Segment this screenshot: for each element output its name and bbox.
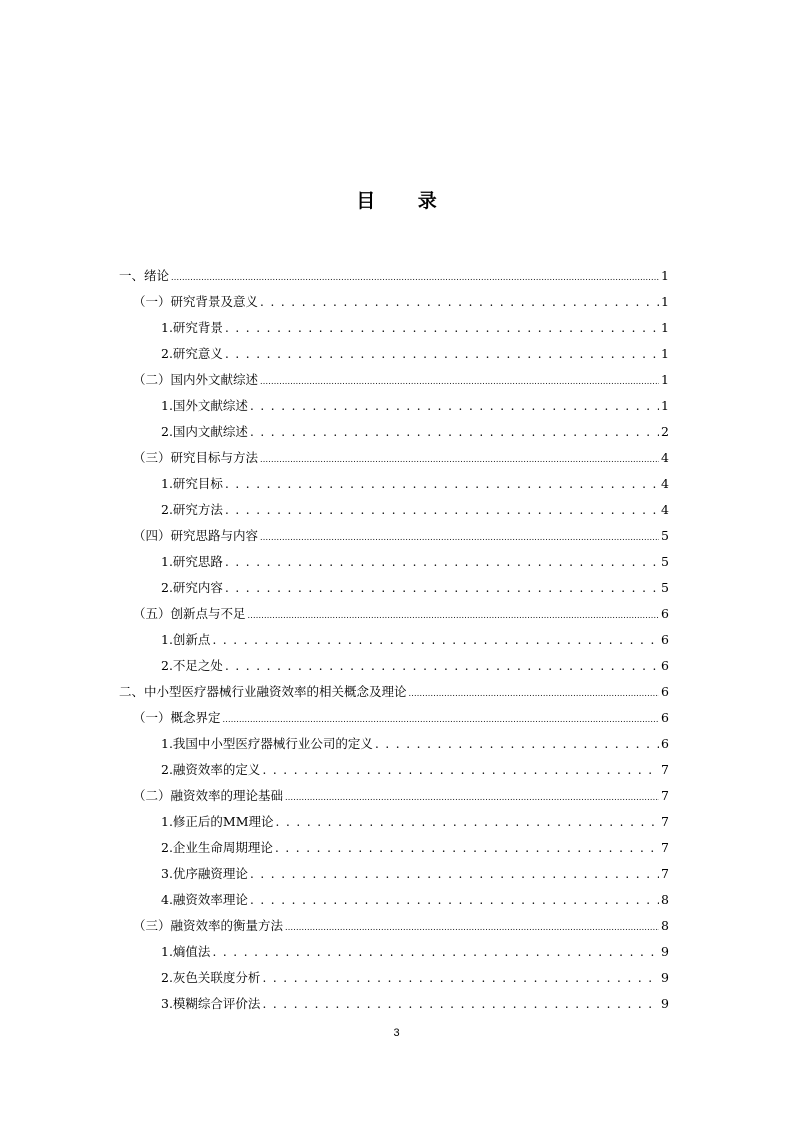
toc-entry-label: 1.研究目标 xyxy=(161,476,223,491)
dot-leader xyxy=(225,578,659,598)
toc-entry-label: （一）概念界定 xyxy=(133,710,221,725)
toc-entry-label: （三）融资效率的衡量方法 xyxy=(133,918,284,933)
toc-entry-label: 2.灰色关联度分析 xyxy=(161,970,261,985)
toc-entry[interactable] xyxy=(161,396,669,416)
toc-entry-page: 6 xyxy=(661,710,669,725)
toc-entry[interactable] xyxy=(133,786,669,806)
dot-leader xyxy=(225,318,659,338)
dot-leader xyxy=(250,890,659,910)
toc-entry-label: 1.研究思路 xyxy=(161,554,223,569)
dot-leader xyxy=(171,266,659,288)
toc-entry-page: 1 xyxy=(661,268,669,283)
toc-entry-page: 9 xyxy=(661,970,669,985)
toc-entry[interactable] xyxy=(161,942,669,962)
dot-leader xyxy=(260,370,659,392)
toc-entry[interactable] xyxy=(119,682,669,702)
dot-leader xyxy=(248,604,660,626)
toc-entry-label: （一）研究背景及意义 xyxy=(133,294,259,309)
dot-leader xyxy=(275,838,659,858)
page-title: 目 录 xyxy=(356,190,455,212)
toc-entry-label: 2.研究内容 xyxy=(161,580,223,595)
toc-entry[interactable] xyxy=(119,266,669,286)
toc-entry[interactable] xyxy=(133,604,669,624)
toc-entry[interactable] xyxy=(161,422,669,442)
dot-leader xyxy=(375,734,659,754)
toc-entry-page: 7 xyxy=(661,814,669,829)
dot-leader xyxy=(260,448,659,470)
toc-entry[interactable] xyxy=(133,292,669,312)
toc-entry-page: 9 xyxy=(661,996,669,1011)
dot-leader xyxy=(250,422,659,442)
toc-entry-label: 2.国内文献综述 xyxy=(161,424,248,439)
toc-entry-page: 8 xyxy=(661,892,669,907)
dot-leader xyxy=(285,786,659,808)
dot-leader xyxy=(225,500,659,520)
toc-entry-page: 7 xyxy=(661,840,669,855)
dot-leader xyxy=(260,292,659,312)
toc-entry-label: 1.我国中小型医疗器械行业公司的定义 xyxy=(161,736,373,751)
page-number: 3 xyxy=(393,1027,400,1039)
toc-entry-label: 1.创新点 xyxy=(161,632,211,647)
toc-entry-page: 5 xyxy=(661,554,669,569)
toc-entry[interactable] xyxy=(161,578,669,598)
toc-entry-label: 1.研究背景 xyxy=(161,320,223,335)
toc-entry-label: 3.优序融资理论 xyxy=(161,866,248,881)
toc-entry-page: 9 xyxy=(661,944,669,959)
toc-entry[interactable] xyxy=(133,370,669,390)
dot-leader xyxy=(409,682,660,704)
toc-entry-label: 2.企业生命周期理论 xyxy=(161,840,273,855)
dot-leader xyxy=(250,396,659,416)
toc-entry-label: 1.修正后的MM理论 xyxy=(161,814,274,829)
toc-entry-page: 5 xyxy=(661,528,669,543)
dot-leader xyxy=(225,344,659,364)
toc-entry[interactable] xyxy=(161,968,669,988)
toc-entry-page: 1 xyxy=(661,320,669,335)
toc-entry-page: 1 xyxy=(661,372,669,387)
dot-leader xyxy=(262,994,659,1014)
toc-entry-label: （三）研究目标与方法 xyxy=(133,450,259,465)
toc-entry-page: 4 xyxy=(661,476,669,491)
toc-entry[interactable] xyxy=(161,864,669,884)
toc-entry[interactable] xyxy=(133,448,669,468)
dot-leader xyxy=(212,630,659,650)
toc-entry[interactable] xyxy=(161,656,669,676)
toc-entry-label: （五）创新点与不足 xyxy=(133,606,246,621)
toc-entry[interactable] xyxy=(161,318,669,338)
dot-leader xyxy=(262,760,659,780)
toc-entry[interactable] xyxy=(161,500,669,520)
dot-leader xyxy=(225,474,659,494)
toc-entry-label: （二）融资效率的理论基础 xyxy=(133,788,284,803)
toc-entry[interactable] xyxy=(161,630,669,650)
toc-entry[interactable] xyxy=(161,890,669,910)
toc-entry-label: （二）国内外文献综述 xyxy=(133,372,259,387)
dot-leader xyxy=(276,812,660,832)
toc-entry-page: 1 xyxy=(661,346,669,361)
dot-leader xyxy=(212,942,659,962)
toc-entry[interactable] xyxy=(133,916,669,936)
toc-entry-label: 3.模糊综合评价法 xyxy=(161,996,261,1011)
dot-leader xyxy=(225,552,659,572)
toc-entry-label: 一、绪论 xyxy=(119,268,170,283)
toc-entry-page: 1 xyxy=(661,398,669,413)
toc-entry[interactable] xyxy=(161,552,669,572)
toc-entry-page: 8 xyxy=(661,918,669,933)
toc-entry-page: 6 xyxy=(661,658,669,673)
dot-leader xyxy=(250,864,659,884)
toc-entry-label: 2.融资效率的定义 xyxy=(161,762,261,777)
toc-entry-label: 1.熵值法 xyxy=(161,944,211,959)
toc-entry-page: 4 xyxy=(661,502,669,517)
toc-entry[interactable] xyxy=(161,344,669,364)
toc-entry-label: 2.研究方法 xyxy=(161,502,223,517)
toc-entry-label: 4.融资效率理论 xyxy=(161,892,248,907)
toc-entry[interactable] xyxy=(161,812,669,832)
dot-leader xyxy=(260,526,659,548)
toc-entry-page: 5 xyxy=(661,580,669,595)
dot-leader xyxy=(223,708,660,730)
toc-entry-page: 6 xyxy=(661,736,669,751)
toc-entry-page: 7 xyxy=(661,788,669,803)
toc-entry-label: （四）研究思路与内容 xyxy=(133,528,259,543)
toc-entry-page: 6 xyxy=(661,684,669,699)
toc-entry[interactable] xyxy=(161,474,669,494)
toc-entry[interactable] xyxy=(133,708,669,728)
toc-entry-label: 2.不足之处 xyxy=(161,658,223,673)
toc-entry-page: 6 xyxy=(661,606,669,621)
toc-entry[interactable] xyxy=(161,994,669,1014)
toc-entry-label: 2.研究意义 xyxy=(161,346,223,361)
toc-entry-page: 4 xyxy=(661,450,669,465)
toc-entry-page: 6 xyxy=(661,632,669,647)
toc-entry-label: 二、中小型医疗器械行业融资效率的相关概念及理论 xyxy=(119,684,407,699)
toc-entry[interactable] xyxy=(161,760,669,780)
toc-entry-page: 1 xyxy=(661,294,669,309)
dot-leader xyxy=(285,916,659,938)
dot-leader xyxy=(262,968,659,988)
dot-leader xyxy=(225,656,659,676)
toc-entry-page: 7 xyxy=(661,762,669,777)
toc-entry-page: 2 xyxy=(661,424,669,439)
toc-entry-page: 7 xyxy=(661,866,669,881)
toc-entry[interactable] xyxy=(161,734,669,754)
toc-entry-label: 1.国外文献综述 xyxy=(161,398,248,413)
toc-entry[interactable] xyxy=(161,838,669,858)
toc-entry[interactable] xyxy=(133,526,669,546)
